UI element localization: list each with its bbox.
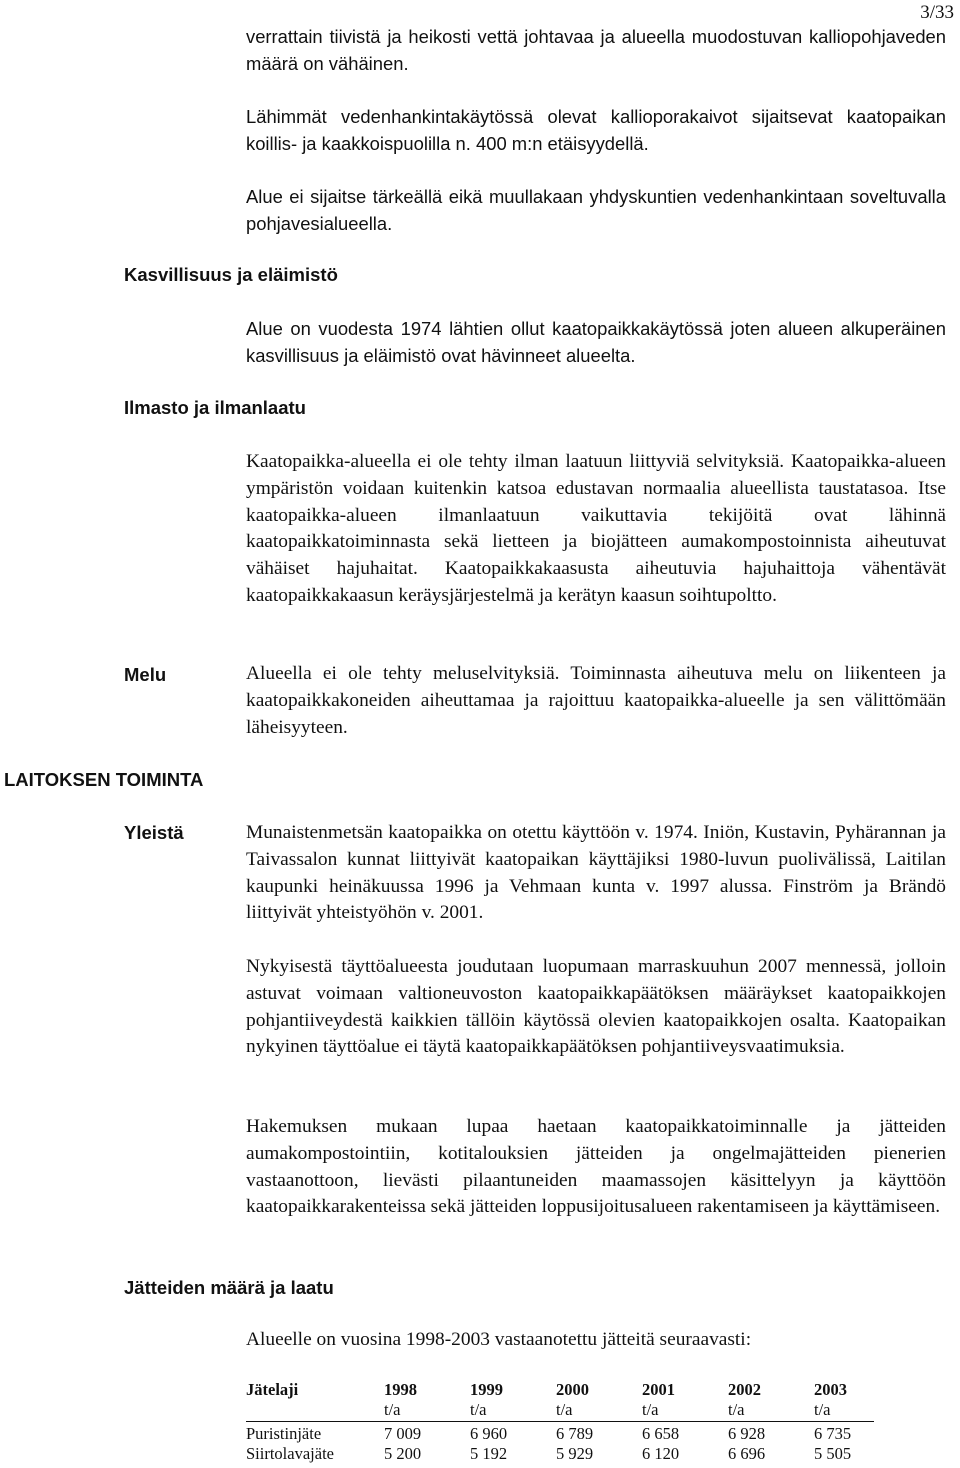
waste-table-unit-cell: t/a xyxy=(814,1400,874,1422)
waste-table-unit-cell: t/a xyxy=(556,1400,642,1422)
paragraph-landfill-history: Munaistenmetsän kaatopaikka on otettu käyttöön v. 1974. Iniön, Kustavin, Pyhärannan ja Taivassalon kunnat liittyivät kaatopaikan käyttäjiksi 1980-luvun puolivälissä, Laitilan kaupunki heinäkuussa 1996 ja Vehmaan kunta v. 1997 alussa. Finström ja Brändö liittyivät yhteistyöhön v. 2001. xyxy=(246,822,946,924)
heading-flora-fauna: Kasvillisuus ja eläimistö xyxy=(124,264,338,285)
table-cell: 5 505 xyxy=(814,1444,852,1463)
table-cell: 5 200 xyxy=(384,1444,422,1463)
heading-noise: Melu xyxy=(124,664,167,685)
waste-table-header-cell: 1999 xyxy=(470,1380,503,1399)
page-number: 3/33 xyxy=(920,2,954,23)
heading-climate-air-quality: Ilmasto ja ilmanlaatu xyxy=(124,397,306,418)
table-cell: 6 658 xyxy=(642,1424,680,1443)
waste-table-header-cell: 1998 xyxy=(384,1380,417,1399)
paragraph-groundwater-area: Alue ei sijaitse tärkeällä eikä muullakaan yhdyskuntien vedenhankintaan soveltuvalla pohjavesialueella. xyxy=(246,186,946,234)
waste-table-header-cell: Jätelaji xyxy=(246,1380,299,1399)
waste-type-cell: Siirtolavajäte xyxy=(246,1444,334,1463)
waste-table xyxy=(246,1380,874,1464)
waste-type-cell: Puristinjäte xyxy=(246,1424,322,1443)
waste-table-unit-cell: t/a xyxy=(470,1400,556,1422)
waste-table-header-cell: 2000 xyxy=(556,1380,589,1399)
table-cell: 6 735 xyxy=(814,1424,852,1443)
waste-table-unit-cell: t/a xyxy=(728,1400,814,1422)
waste-table-header-cell: 2001 xyxy=(642,1380,675,1399)
table-cell: 6 696 xyxy=(728,1444,766,1463)
paragraph-air-quality: Kaatopaikka-alueella ei ole tehty ilman laatuun liittyviä selvityksiä. Kaatopaikka-alueen ympäristön voidaan kuitenkin katsoa edustavan normaalia alueellista taustatasoa. Itse kaatopaikka-alueen ilmanlaatuun vaikuttavia tekijöitä ovat lähinnä kaatopaikkatoiminnasta sekä lietteen ja biojätteen aumakompostoinnista aiheutuvat vähäiset hajuhaitat. Kaatopaikkakaasusta aiheutuvia hajuhaittoja vähentävät kaatopaikkakaasun keräysjärjestelmä ja kerätyn kaasun soihtupoltto. xyxy=(246,451,946,606)
heading-general: Yleistä xyxy=(124,822,184,843)
waste-table-unit-cell: t/a xyxy=(384,1400,470,1422)
paragraph-permit-application: Hakemuksen mukaan lupaa haetaan kaatopaikkatoiminnalle ja jätteiden aumakompostointiin, kotitalouksien jätteiden ja ongelmajätteiden pienerien vastaanottoon, lievästi pilaantuneiden maamassojen käsittelyyn ja käyttöön kaatopaikkarakenteissa sekä jätteiden loppusijoitusalueen rakentamiseen ja käyttämiseen. xyxy=(246,1116,946,1218)
paragraph-noise: Alueella ei ole tehty meluselvityksiä. Toiminnasta aiheutuva melu on liikenteen ja kaatopaikkakoneiden aiheuttamaa ja rajoittuu kaatopaikka-alueelle ja sen välittömään läheisyyteen. xyxy=(246,663,946,738)
table-cell: 5 929 xyxy=(556,1444,594,1463)
waste-table-header-cell: 2002 xyxy=(728,1380,761,1399)
waste-table-units-row xyxy=(246,1400,874,1422)
waste-table-header-cell: 2003 xyxy=(814,1380,847,1399)
paragraph-flora-fauna: Alue on vuodesta 1974 lähtien ollut kaatopaikkakäytössä joten alueen alkuperäinen kasvillisuus ja eläimistö ovat hävinneet alueelta. xyxy=(246,318,946,366)
table-cell: 6 120 xyxy=(642,1444,680,1463)
waste-table-unit-cell xyxy=(246,1400,384,1422)
table-cell: 6 928 xyxy=(728,1424,766,1443)
paragraph-nearest-wells: Lähimmät vedenhankintakäytössä olevat kallioporakaivot sijaitsevat kaatopaikan koillis- ja kaakkoispuolilla n. 400 m:n etäisyydellä. xyxy=(246,106,946,154)
table-cell: 7 009 xyxy=(384,1424,422,1443)
table-cell: 6 960 xyxy=(470,1424,508,1443)
heading-waste-quantity-quality: Jätteiden määrä ja laatu xyxy=(124,1277,334,1298)
table-cell: 6 789 xyxy=(556,1424,594,1443)
waste-table-header-row xyxy=(246,1380,874,1400)
table-row xyxy=(246,1422,874,1445)
table-row xyxy=(246,1444,874,1464)
paragraph-groundwater-volume: verrattain tiivistä ja heikosti vettä johtavaa ja alueella muodostuvan kalliopohjaveden määrä on vähäinen. xyxy=(246,26,946,74)
heading-plant-operations: LAITOKSEN TOIMINTA xyxy=(4,769,204,790)
paragraph-waste-received: Alueelle on vuosina 1998-2003 vastaanotettu jätteitä seuraavasti: xyxy=(246,1329,752,1350)
waste-table-unit-cell: t/a xyxy=(642,1400,728,1422)
table-cell: 5 192 xyxy=(470,1444,508,1463)
paragraph-current-fill-area: Nykyisestä täyttöalueesta joudutaan luopumaan marraskuuhun 2007 mennessä, jolloin astuvat voimaan valtioneuvoston kaatopaikkapäätöksen määräykset kaatopaikkojen pohjantiiveydestä kaikkien tällöin käytössä olevien kaatopaikkojen osalta. Kaatopaikan nykyinen täyttöalue ei täytä kaatopaikkapäätöksen pohjantiiveysvaatimuksia. xyxy=(246,956,946,1058)
